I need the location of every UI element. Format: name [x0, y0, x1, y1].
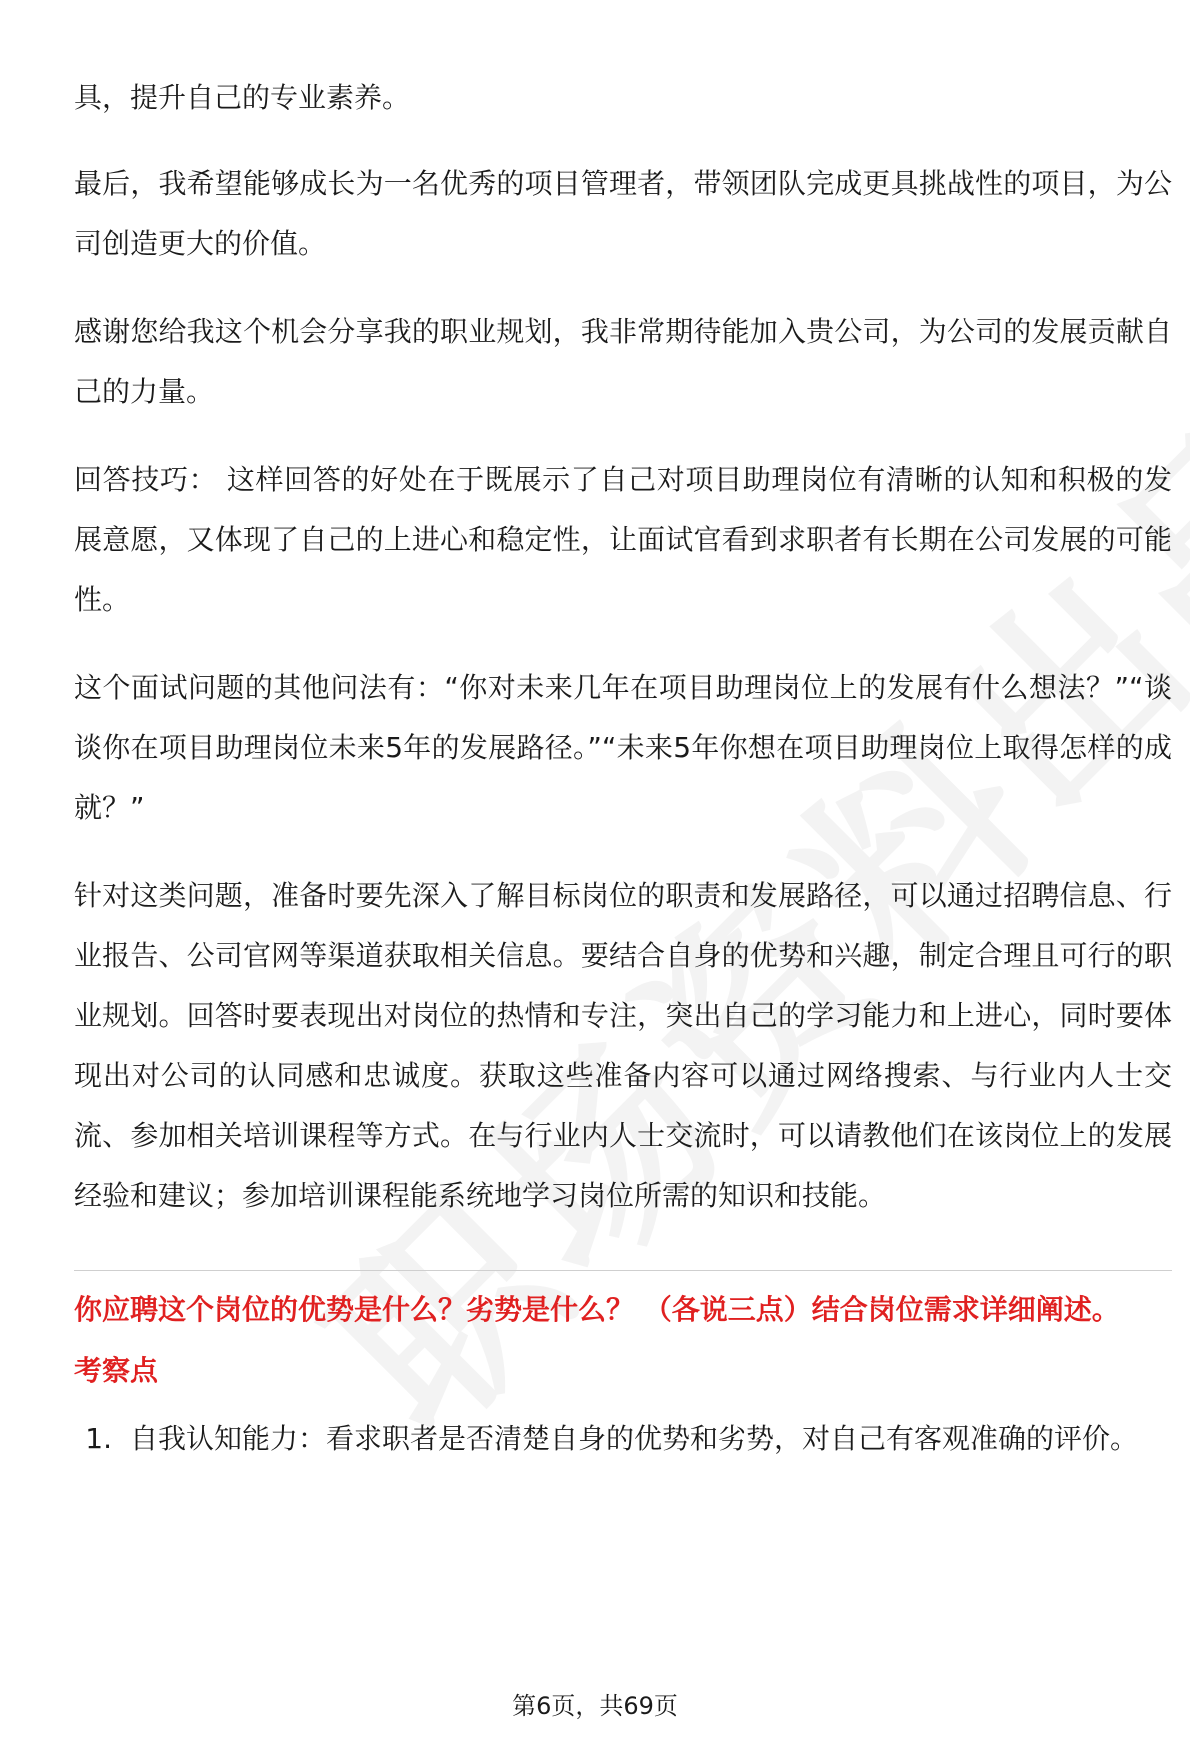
question-title: 你应聘这个岗位的优势是什么？劣势是什么？ （各说三点）结合岗位需求详细阐述。	[74, 1293, 1120, 1326]
list-item-number: 1.	[85, 1422, 112, 1455]
paragraph-alt-questions: 这个面试问题的其他问法有：“你对未来几年在项目助理岗位上的发展有什么想法？”“谈谈你在项目助理岗位未来5年的发展路径。”“未来5年你想在项目助理岗位上取得怎样的成就？”	[74, 671, 1172, 824]
list-item	[74, 1409, 1172, 1469]
paragraph-answer-tip: 回答技巧： 这样回答的好处在于既展示了自己对项目助理岗位有清晰的认知和积极的发展意愿，又体现了自己的上进心和稳定性，让面试官看到求职者有长期在公司发展的可能性。	[74, 463, 1172, 616]
document-body	[74, 68, 1172, 1469]
paragraph-goal: 最后，我希望能够成长为一名优秀的项目管理者，带领团队完成更具挑战性的项目，为公司创造更大的价值。	[74, 167, 1172, 260]
paragraph-thanks: 感谢您给我这个机会分享我的职业规划，我非常期待能加入贵公司，为公司的发展贡献自己的力量。	[74, 315, 1172, 408]
list-item-text: 自我认知能力：看求职者是否清楚自身的优势和劣势，对自己有客观准确的评价。	[130, 1422, 1139, 1455]
page-number: 第6页，共69页	[512, 1692, 678, 1720]
assessment-points-list	[74, 1409, 1172, 1469]
section-divider	[74, 1270, 1172, 1271]
paragraph-preparation: 针对这类问题，准备时要先深入了解目标岗位的职责和发展路径，可以通过招聘信息、行业报告、公司官网等渠道获取相关信息。要结合自身的优势和兴趣，制定合理且可行的职业规划。回答时要表现出对岗位的热情和专注，突出自己的学习能力和上进心，同时要体现出对公司的认同感和忠诚度。获取这些准备内容可以通过网络搜索、与行业内人士交流、参加相关培训课程等方式。在与行业内人士交流时，可以请教他们在该岗位上的发展经验和建议；参加培训课程能系统地学习岗位所需的知识和技能。	[74, 879, 1172, 1212]
assessment-points-heading: 考察点	[74, 1354, 159, 1387]
paragraph-intro-tail: 具，提升自己的专业素养。	[74, 81, 411, 114]
